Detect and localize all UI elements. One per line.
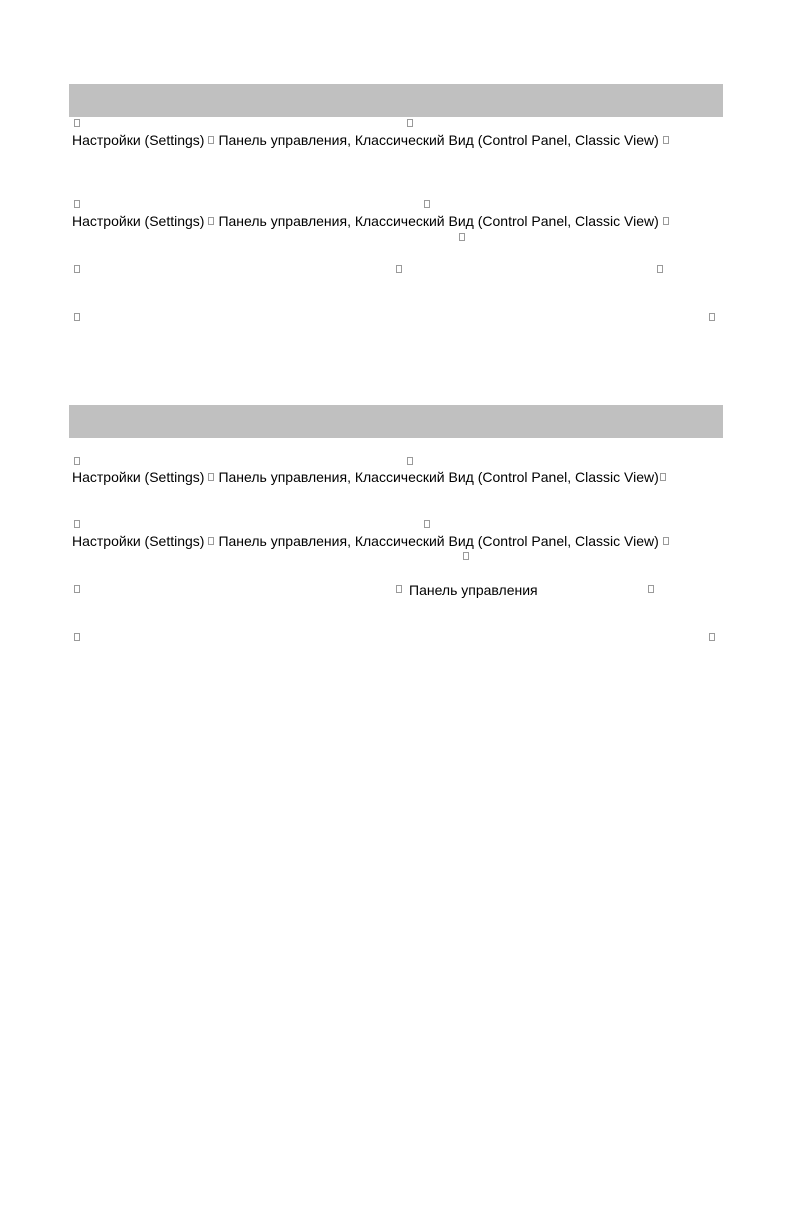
missing-glyph-icon	[74, 313, 80, 321]
missing-glyph-icon	[74, 520, 80, 528]
arrow-icon	[208, 136, 214, 144]
arrow-icon	[208, 217, 214, 225]
missing-glyph-icon	[407, 457, 413, 465]
control-panel-text: Панель управления, Классический Вид (Control Panel, Classic View)	[218, 533, 659, 549]
arrow-icon	[208, 473, 214, 481]
section-2-step-2	[72, 533, 673, 549]
settings-text: Настройки (Settings)	[72, 213, 205, 229]
control-panel-text: Панель управления, Классический Вид (Control Panel, Classic View)	[218, 469, 659, 485]
arrow-icon	[663, 537, 669, 545]
missing-glyph-icon	[396, 585, 402, 593]
section-1-step-2	[72, 213, 673, 229]
missing-glyph-icon	[463, 552, 469, 560]
missing-glyph-icon	[74, 200, 80, 208]
missing-glyph-icon	[407, 119, 413, 127]
missing-glyph-icon	[74, 119, 80, 127]
control-panel-text: Панель управления, Классический Вид (Control Panel, Classic View)	[218, 132, 659, 148]
missing-glyph-icon	[396, 265, 402, 273]
section-1-step-1	[72, 132, 673, 148]
missing-glyph-icon	[648, 585, 654, 593]
section-2-step-1	[72, 469, 670, 485]
missing-glyph-icon	[657, 265, 663, 273]
arrow-icon	[208, 537, 214, 545]
missing-glyph-icon	[424, 520, 430, 528]
control-panel-text: Панель управления, Классический Вид (Control Panel, Classic View)	[218, 213, 659, 229]
section-2-header-bar	[69, 405, 723, 438]
settings-text: Настройки (Settings)	[72, 469, 205, 485]
missing-glyph-icon	[74, 457, 80, 465]
missing-glyph-icon	[74, 585, 80, 593]
missing-glyph-icon	[74, 265, 80, 273]
settings-text: Настройки (Settings)	[72, 132, 205, 148]
arrow-icon	[663, 217, 669, 225]
missing-glyph-icon	[424, 200, 430, 208]
arrow-icon	[663, 136, 669, 144]
control-panel-label: Панель управления	[409, 582, 538, 598]
arrow-icon	[660, 473, 666, 481]
settings-text: Настройки (Settings)	[72, 533, 205, 549]
missing-glyph-icon	[74, 633, 80, 641]
missing-glyph-icon	[459, 233, 465, 241]
section-1-header-bar	[69, 84, 723, 117]
missing-glyph-icon	[709, 633, 715, 641]
missing-glyph-icon	[709, 313, 715, 321]
